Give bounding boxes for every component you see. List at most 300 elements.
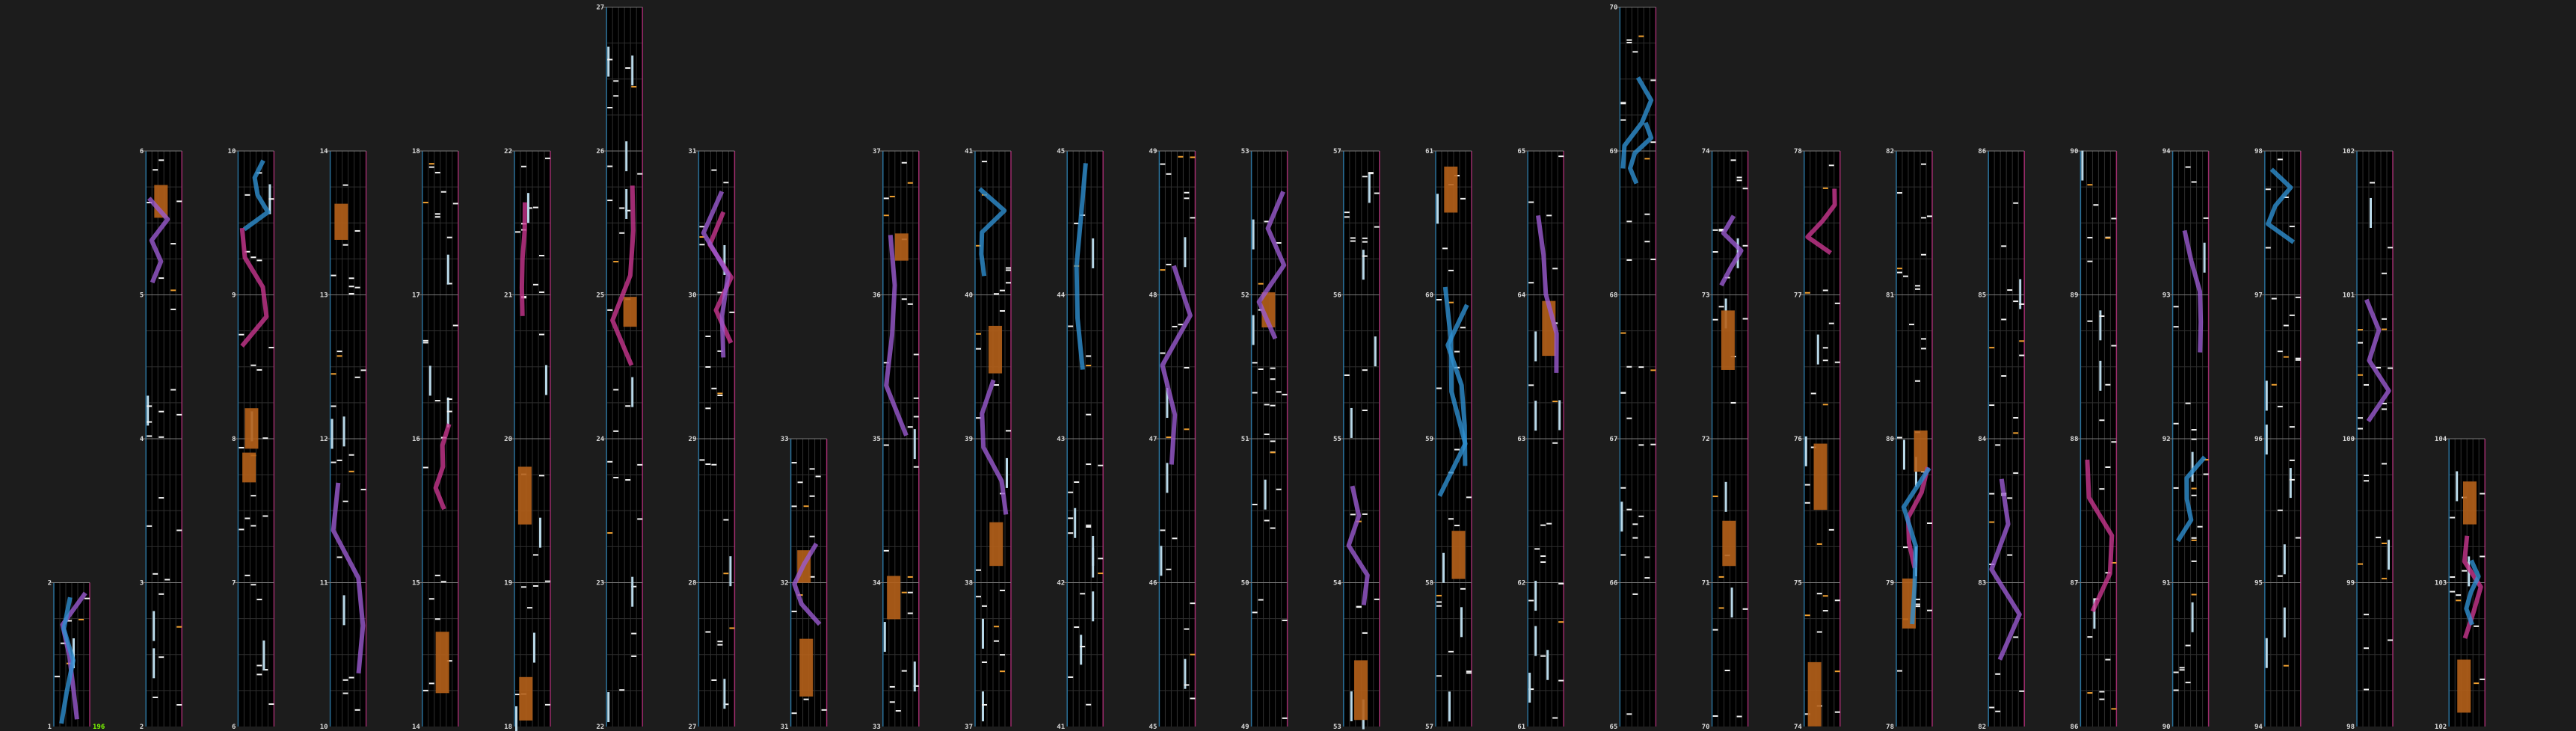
tap-note bbox=[1344, 374, 1350, 376]
measure-number: 10 bbox=[227, 148, 236, 155]
tap-note bbox=[1448, 651, 1454, 653]
measure-number: 5 bbox=[139, 292, 144, 300]
tap-note bbox=[1719, 306, 1724, 307]
tap-note bbox=[423, 467, 428, 469]
tap-note bbox=[1362, 513, 1368, 515]
hold-note bbox=[1903, 439, 1905, 469]
hold-note bbox=[447, 255, 449, 285]
tap-note bbox=[2388, 639, 2393, 641]
tap-note bbox=[792, 712, 797, 714]
tap-note bbox=[2370, 182, 2375, 183]
flick-note bbox=[631, 86, 636, 87]
tap-note bbox=[1811, 392, 1816, 394]
tap-note bbox=[2186, 167, 2191, 168]
hold-note bbox=[1184, 237, 1186, 267]
tap-note bbox=[2105, 659, 2110, 661]
tap-note bbox=[1466, 670, 1472, 672]
tap-note bbox=[2474, 626, 2479, 627]
tap-note bbox=[2278, 576, 2283, 577]
tap-note bbox=[1921, 164, 1926, 165]
tap-note bbox=[1086, 463, 1091, 465]
tap-note bbox=[256, 369, 262, 371]
tap-note bbox=[1835, 303, 1840, 304]
measure-number: 86 bbox=[2070, 724, 2079, 731]
flick-note bbox=[1644, 158, 1650, 159]
hold-note bbox=[343, 416, 345, 446]
tap-note bbox=[607, 200, 612, 201]
hold-note bbox=[2192, 452, 2194, 482]
flick-note bbox=[1835, 670, 1840, 672]
tap-note bbox=[2480, 555, 2485, 557]
tap-note bbox=[1644, 214, 1650, 215]
tap-note bbox=[349, 677, 354, 679]
hold-note bbox=[607, 692, 609, 722]
measure-number: 31 bbox=[688, 148, 697, 155]
hold-note bbox=[884, 622, 886, 652]
tap-note bbox=[1086, 414, 1091, 416]
tap-note bbox=[2296, 358, 2301, 360]
measure-number: 53 bbox=[1332, 724, 1341, 731]
tap-note bbox=[250, 584, 256, 585]
mine-block bbox=[518, 466, 532, 524]
tap-note bbox=[1270, 368, 1276, 369]
tap-note bbox=[976, 596, 981, 597]
tap-note bbox=[268, 703, 274, 705]
mine-block bbox=[1914, 431, 1928, 472]
measure-number: 41 bbox=[965, 148, 973, 155]
flick-note bbox=[2358, 564, 2363, 565]
measure-number: 78 bbox=[1886, 724, 1894, 731]
tap-note bbox=[435, 618, 440, 620]
tap-note bbox=[1362, 238, 1368, 239]
measure-number: 3 bbox=[139, 579, 144, 587]
hold-note bbox=[2266, 638, 2268, 668]
tap-note bbox=[908, 303, 913, 305]
tap-note bbox=[2376, 537, 2381, 538]
measure-number: 6 bbox=[231, 724, 236, 731]
tap-note bbox=[153, 697, 158, 698]
tap-note bbox=[1184, 684, 1189, 685]
tap-note bbox=[2001, 375, 2006, 377]
tap-note bbox=[637, 464, 642, 466]
tap-note bbox=[1190, 217, 1195, 218]
tap-note bbox=[2087, 237, 2092, 238]
tap-note bbox=[1454, 525, 1460, 526]
tap-note bbox=[1626, 418, 1632, 419]
measure-number: 82 bbox=[1978, 724, 1987, 731]
tap-note bbox=[2013, 636, 2018, 638]
flick-note bbox=[1258, 283, 1264, 285]
tap-note bbox=[147, 422, 152, 423]
tap-note bbox=[2174, 326, 2179, 327]
measure-number: 85 bbox=[1978, 292, 1987, 300]
measure-number: 22 bbox=[504, 148, 512, 155]
tap-note bbox=[2192, 561, 2197, 562]
tap-note bbox=[429, 682, 434, 684]
flick-note bbox=[1160, 269, 1165, 271]
tap-note bbox=[521, 586, 526, 587]
measure-number: 47 bbox=[1149, 436, 1158, 443]
tap-note bbox=[1172, 537, 1177, 539]
tap-note bbox=[2105, 384, 2110, 386]
tap-note bbox=[2174, 689, 2179, 691]
measure-number: 19 bbox=[504, 579, 512, 587]
tap-note bbox=[1368, 172, 1374, 173]
flick-note bbox=[1823, 595, 1828, 596]
flick-note bbox=[1178, 156, 1183, 158]
flick-note bbox=[994, 626, 999, 627]
tap-note bbox=[723, 519, 728, 520]
tap-note bbox=[2388, 247, 2393, 248]
flick-note bbox=[2105, 237, 2110, 238]
tap-note bbox=[607, 461, 612, 463]
flick-note bbox=[1166, 437, 1171, 438]
tap-note bbox=[1650, 444, 1656, 445]
hold-note bbox=[527, 193, 529, 223]
measure-number: 9 bbox=[231, 292, 236, 300]
tap-note bbox=[349, 286, 354, 287]
tap-note bbox=[2192, 429, 2197, 431]
measure-number: 74 bbox=[1701, 148, 1710, 155]
tap-note bbox=[1897, 192, 1902, 194]
tap-note bbox=[1743, 188, 1748, 189]
hold-note bbox=[1160, 546, 1162, 576]
tap-note bbox=[2290, 460, 2295, 461]
measure-number: 96 bbox=[2254, 436, 2263, 443]
tap-note bbox=[2019, 303, 2024, 305]
tap-note bbox=[1166, 264, 1171, 265]
measure-number: 11 bbox=[319, 579, 328, 587]
tap-note bbox=[1927, 215, 1932, 217]
measure-number: 17 bbox=[411, 292, 420, 300]
tap-note bbox=[355, 377, 360, 378]
tap-note bbox=[994, 293, 999, 294]
flick-note bbox=[902, 592, 907, 593]
tap-note bbox=[1632, 523, 1638, 525]
hold-note bbox=[539, 518, 541, 548]
tap-note bbox=[699, 459, 704, 460]
flick-note bbox=[717, 392, 722, 394]
tap-note bbox=[884, 445, 889, 446]
tap-note bbox=[2007, 555, 2012, 556]
tap-note bbox=[1460, 588, 1466, 590]
tap-note bbox=[1620, 392, 1626, 394]
tap-note bbox=[1897, 437, 1902, 438]
tap-note bbox=[902, 670, 907, 672]
measure-number: 35 bbox=[872, 436, 881, 443]
tap-note bbox=[447, 398, 452, 400]
tap-note bbox=[239, 447, 244, 448]
hold-note bbox=[631, 55, 633, 85]
measure-number: 97 bbox=[2254, 292, 2263, 300]
tap-note bbox=[170, 309, 176, 310]
mine-block bbox=[436, 632, 449, 693]
tap-note bbox=[1650, 79, 1656, 81]
measure-number: 29 bbox=[688, 436, 697, 443]
tap-note bbox=[2204, 218, 2209, 219]
tap-note bbox=[2180, 669, 2185, 670]
flick-note bbox=[804, 505, 809, 507]
tap-note bbox=[176, 704, 182, 706]
tap-note bbox=[2174, 487, 2179, 489]
measure-number: 68 bbox=[1609, 292, 1618, 300]
measure-number: 95 bbox=[2254, 579, 2263, 587]
flick-note bbox=[1989, 522, 1994, 523]
tap-note bbox=[1276, 391, 1282, 392]
tap-note bbox=[1644, 241, 1650, 242]
tap-note bbox=[1356, 606, 1362, 608]
hold-note bbox=[1817, 335, 1819, 365]
tap-note bbox=[1638, 516, 1644, 517]
tap-note bbox=[2382, 318, 2387, 320]
tap-note bbox=[1160, 529, 1165, 531]
measure-column[interactable] bbox=[48, 580, 90, 731]
tap-note bbox=[607, 166, 612, 167]
measure-number: 98 bbox=[2254, 148, 2263, 155]
mine-block bbox=[989, 326, 1002, 374]
tap-note bbox=[1558, 680, 1564, 682]
measure-number: 75 bbox=[1793, 579, 1802, 587]
tap-note bbox=[2093, 204, 2098, 206]
measure-number: 2 bbox=[139, 724, 144, 731]
tap-note bbox=[1374, 193, 1380, 194]
flick-note bbox=[607, 532, 612, 534]
flick-note bbox=[2358, 329, 2363, 330]
tap-note bbox=[1897, 272, 1902, 274]
tap-note bbox=[331, 405, 336, 407]
tap-note bbox=[268, 198, 274, 200]
tap-note bbox=[1829, 323, 1834, 324]
measure-number: 93 bbox=[2162, 292, 2171, 300]
tap-note bbox=[1927, 610, 1932, 611]
tap-note bbox=[1534, 548, 1540, 549]
measure-number: 20 bbox=[504, 436, 512, 443]
flick-note bbox=[2382, 578, 2387, 579]
measure-number: 64 bbox=[1517, 292, 1526, 300]
measure-number: 39 bbox=[965, 436, 973, 443]
measure-number: 59 bbox=[1425, 436, 1433, 443]
tap-note bbox=[711, 170, 716, 171]
flick-note bbox=[729, 627, 734, 629]
tap-note bbox=[1835, 712, 1840, 713]
measure-number: 18 bbox=[411, 148, 420, 155]
tap-note bbox=[2382, 408, 2387, 410]
tap-note bbox=[705, 366, 710, 368]
flick-note bbox=[1650, 369, 1656, 371]
tap-note bbox=[625, 67, 630, 69]
flick-note bbox=[1552, 401, 1558, 402]
tap-note bbox=[902, 162, 907, 164]
hold-note bbox=[1350, 691, 1353, 721]
tap-note bbox=[2456, 594, 2461, 596]
tap-note bbox=[2388, 368, 2393, 369]
tap-note bbox=[884, 197, 889, 199]
tap-note bbox=[890, 686, 895, 688]
measure-number: 38 bbox=[965, 579, 973, 587]
tap-note bbox=[1829, 529, 1834, 531]
hold-note bbox=[1436, 194, 1439, 223]
tap-note bbox=[435, 575, 440, 576]
tap-note bbox=[1374, 226, 1380, 228]
hold-note bbox=[631, 377, 633, 407]
hold-note bbox=[545, 365, 547, 395]
measure-number: 88 bbox=[2070, 436, 2079, 443]
flick-note bbox=[79, 619, 84, 620]
tap-note bbox=[705, 336, 710, 337]
measure-number: 31 bbox=[780, 724, 789, 731]
tap-note bbox=[613, 477, 618, 478]
tap-note bbox=[2001, 318, 2006, 320]
hold-note bbox=[1534, 331, 1537, 361]
tap-note bbox=[256, 673, 262, 675]
tap-note bbox=[1805, 502, 1810, 504]
flick-note bbox=[2087, 692, 2092, 694]
mine-block bbox=[624, 297, 637, 327]
tap-note bbox=[1068, 492, 1073, 493]
tap-note bbox=[1620, 487, 1626, 489]
tap-note bbox=[625, 405, 630, 407]
tap-note bbox=[1098, 558, 1103, 559]
tap-note bbox=[355, 709, 360, 711]
measure-number: 45 bbox=[1149, 724, 1158, 731]
tap-note bbox=[1540, 561, 1546, 563]
mine-block bbox=[1814, 444, 1828, 511]
measure-number: 65 bbox=[1609, 724, 1618, 731]
flick-note bbox=[2284, 357, 2289, 358]
tap-note bbox=[994, 641, 999, 642]
tap-note bbox=[1086, 355, 1091, 357]
tap-note bbox=[447, 237, 452, 238]
measure-number: 103 bbox=[2434, 579, 2447, 587]
measure-number: 99 bbox=[2346, 579, 2355, 587]
mine-block bbox=[1354, 660, 1368, 720]
hold-note bbox=[1805, 437, 1807, 466]
tap-note bbox=[1068, 532, 1073, 534]
tap-note bbox=[1713, 629, 1718, 631]
tap-note bbox=[147, 405, 152, 407]
tap-note bbox=[1006, 430, 1011, 431]
tap-note bbox=[2192, 181, 2197, 182]
tap-note bbox=[1546, 523, 1552, 525]
flick-note bbox=[2192, 488, 2197, 490]
tap-note bbox=[619, 207, 624, 209]
hold-note bbox=[1731, 587, 1733, 617]
tap-note bbox=[1540, 656, 1546, 657]
tap-note bbox=[1344, 212, 1350, 213]
hold-note bbox=[2284, 544, 2286, 574]
tap-note bbox=[1068, 676, 1073, 678]
tap-note bbox=[159, 497, 164, 499]
hold-note bbox=[147, 395, 149, 425]
tap-note bbox=[613, 389, 618, 390]
tap-note bbox=[2099, 315, 2104, 317]
measure-number: 56 bbox=[1332, 292, 1341, 300]
flick-note bbox=[1190, 654, 1195, 656]
tap-note bbox=[982, 661, 987, 663]
hold-note bbox=[1546, 650, 1549, 680]
tap-note bbox=[2450, 516, 2455, 518]
tap-note bbox=[2290, 315, 2295, 316]
hold-note bbox=[2099, 361, 2101, 391]
hold-note bbox=[1362, 250, 1365, 280]
tap-note bbox=[1558, 155, 1564, 157]
tap-note bbox=[1558, 583, 1564, 585]
flick-note bbox=[2382, 329, 2387, 330]
tap-note bbox=[435, 400, 440, 401]
flick-note bbox=[2019, 340, 2024, 342]
tap-note bbox=[2296, 360, 2301, 361]
tap-note bbox=[705, 407, 710, 409]
tap-note bbox=[147, 435, 152, 437]
tap-note bbox=[1620, 554, 1626, 555]
tap-note bbox=[1270, 405, 1276, 407]
tap-note bbox=[1823, 289, 1828, 291]
tap-note bbox=[705, 631, 710, 632]
tap-note bbox=[176, 414, 182, 416]
tap-note bbox=[1362, 410, 1368, 411]
tap-note bbox=[729, 312, 734, 313]
measure-number: 42 bbox=[1057, 579, 1066, 587]
measure-number: 45 bbox=[1057, 148, 1066, 155]
hold-note bbox=[1252, 315, 1255, 345]
tap-note bbox=[607, 107, 612, 108]
tap-note bbox=[637, 518, 642, 519]
flick-note bbox=[1558, 621, 1564, 623]
tap-note bbox=[908, 426, 913, 428]
tap-note bbox=[1344, 216, 1350, 218]
measure-number: 102 bbox=[2342, 148, 2355, 155]
tap-note bbox=[1731, 402, 1736, 404]
tap-note bbox=[245, 575, 250, 576]
measure-number: 13 bbox=[319, 292, 328, 300]
tap-note bbox=[527, 607, 532, 608]
measure-number: 10 bbox=[319, 724, 328, 731]
tap-note bbox=[1817, 632, 1822, 633]
tap-note bbox=[2278, 406, 2283, 407]
tap-note bbox=[1737, 716, 1742, 718]
tap-note bbox=[539, 475, 544, 476]
tap-note bbox=[1989, 404, 1994, 406]
measure-number: 21 bbox=[504, 292, 512, 300]
tap-note bbox=[884, 550, 889, 552]
measure-column[interactable] bbox=[140, 148, 182, 731]
tap-note bbox=[1626, 220, 1632, 222]
tap-note bbox=[2019, 691, 2024, 692]
flick-note bbox=[1719, 576, 1724, 578]
flick-note bbox=[1817, 543, 1822, 545]
tap-note bbox=[1282, 718, 1288, 719]
mine-block bbox=[887, 576, 900, 620]
tap-note bbox=[2186, 403, 2191, 404]
tap-note bbox=[429, 167, 434, 168]
measure-number: 44 bbox=[1057, 292, 1066, 300]
tap-note bbox=[2480, 679, 2485, 680]
tap-note bbox=[1638, 366, 1644, 368]
tap-note bbox=[1650, 259, 1656, 260]
tap-note bbox=[1362, 176, 1368, 177]
mine-block bbox=[334, 204, 348, 240]
hold-note bbox=[914, 661, 916, 691]
measure-number: 50 bbox=[1241, 579, 1249, 587]
tap-note bbox=[435, 216, 440, 218]
measure-number: 27 bbox=[688, 724, 697, 731]
flick-note bbox=[1823, 188, 1828, 189]
hold-note bbox=[2290, 468, 2292, 498]
tap-note bbox=[1460, 198, 1466, 200]
tap-note bbox=[1915, 289, 1920, 290]
tap-note bbox=[539, 334, 544, 336]
tap-note bbox=[1350, 241, 1356, 242]
